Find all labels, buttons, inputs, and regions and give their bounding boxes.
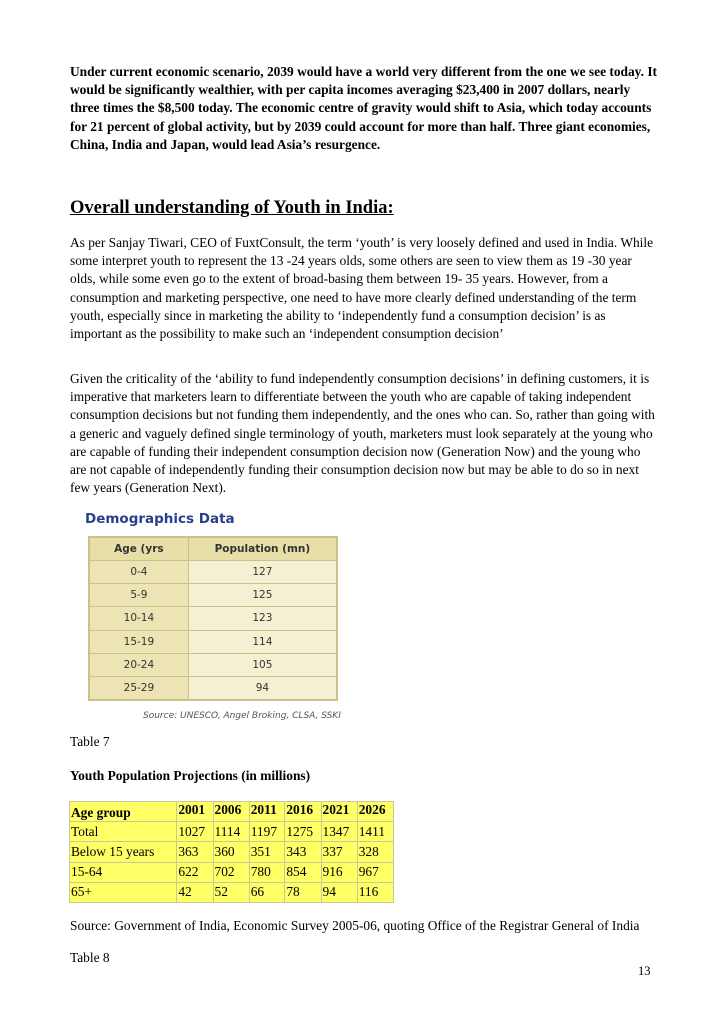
value-cell: 967 — [357, 862, 393, 882]
demographics-header-population: Population (mn) — [188, 538, 336, 561]
value-cell: 94 — [321, 882, 357, 902]
table7-caption: Table 7 — [70, 734, 110, 749]
row-label: Below 15 years — [70, 842, 177, 862]
table8-caption: Table 8 — [70, 950, 110, 965]
demographics-title: Demographics Data — [85, 511, 235, 527]
value-cell: 52 — [213, 882, 249, 902]
value-cell: 116 — [357, 882, 393, 902]
table-row — [70, 882, 394, 902]
section-heading: Overall understanding of Youth in India: — [70, 198, 394, 218]
value-cell: 916 — [321, 862, 357, 882]
value-cell: 360 — [213, 842, 249, 862]
demographics-header-row — [90, 538, 337, 561]
value-cell: 1411 — [357, 822, 393, 842]
age-group-header: Age group — [70, 802, 177, 822]
value-cell: 343 — [285, 842, 321, 862]
page-number: 13 — [638, 964, 651, 978]
value-cell: 78 — [285, 882, 321, 902]
table-row — [90, 676, 337, 699]
demographics-header-age: Age (yrs — [90, 538, 189, 561]
table-row — [90, 561, 337, 584]
projection-header-row — [70, 802, 394, 822]
year-header: 2026 — [357, 802, 393, 822]
table-row — [90, 607, 337, 630]
demographics-population-cell: 127 — [188, 561, 336, 584]
demographics-age-cell: 25-29 — [90, 676, 189, 699]
value-cell: 1347 — [321, 822, 357, 842]
year-header: 2016 — [285, 802, 321, 822]
table-row — [70, 842, 394, 862]
value-cell: 337 — [321, 842, 357, 862]
demographics-age-cell: 5-9 — [90, 584, 189, 607]
demographics-age-cell: 15-19 — [90, 630, 189, 653]
intro-paragraph: Under current economic scenario, 2039 would have a world very different from the one we see today. It would be significantly wealthier, with per capita incomes averaging $23,400 in 2007 dollars, nearly three times the $8,500 today. The economic centre of gravity would shift to Asia, which today accounts for 21 percent of global activity, but by 2039 could account for more than half. Three giant economies, China, India and Japan, would lead Asia’s resurgence. — [70, 64, 657, 152]
funding-criticality-paragraph: Given the criticality of the ‘ability to fund independently consumption decisions’ in defining customers, it is imperative that marketers learn to differentiate between the youth who are capable of taking independent consumption decisions but not funding them independently, and the ones who can. So, rather than going with a generic and vaguely defined single terminology of youth, marketers must look separately at the young who are capable of funding their independent consumption decision now (Generation Now) and the young who are not capable of independently funding their consumption decision now but may be able to do so in next few years (Generation Next). — [70, 371, 655, 496]
row-label: 65+ — [70, 882, 177, 902]
demographics-population-cell: 94 — [188, 676, 336, 699]
demographics-source: Source: UNESCO, Angel Broking, CLSA, SSKI — [143, 711, 341, 721]
demographics-population-cell: 125 — [188, 584, 336, 607]
table-row — [70, 822, 394, 842]
youth-definition-paragraph: As per Sanjay Tiwari, CEO of FuxtConsult, the term ‘youth’ is very loosely defined and used in India. While some interpret youth to represent the 13 -24 years olds, some others are seen to view them as 19 -30 year olds, while some even go to the extent of broad-basing them between 19- 35 years. However, from a consumption and marketing perspective, one need to have more clearly defined understanding of the term youth, especially since in marketing the ability to ‘independently fund a consumption decision’ is as important as the possibility to make such an ‘independent consumption decision’ — [70, 235, 654, 342]
source-text: Source: Government of India, Economic Survey 2005-06, quoting Office of the Registrar General of India — [70, 918, 640, 933]
demographics-age-cell: 0-4 — [90, 561, 189, 584]
value-cell: 1114 — [213, 822, 249, 842]
row-label: 15-64 — [70, 862, 177, 882]
row-label: Total — [70, 822, 177, 842]
value-cell: 780 — [249, 862, 285, 882]
table-row — [90, 584, 337, 607]
value-cell: 66 — [249, 882, 285, 902]
demographics-table — [88, 536, 338, 701]
value-cell: 1197 — [249, 822, 285, 842]
demographics-population-cell: 114 — [188, 630, 336, 653]
value-cell: 1027 — [177, 822, 213, 842]
demographics-age-cell: 10-14 — [90, 607, 189, 630]
table-row — [90, 653, 337, 676]
value-cell: 351 — [249, 842, 285, 862]
demographics-population-cell: 105 — [188, 653, 336, 676]
year-header: 2001 — [177, 802, 213, 822]
value-cell: 363 — [177, 842, 213, 862]
value-cell: 328 — [357, 842, 393, 862]
demographics-age-cell: 20-24 — [90, 653, 189, 676]
projection-title: Youth Population Projections (in millions) — [70, 768, 311, 783]
value-cell: 702 — [213, 862, 249, 882]
year-header: 2021 — [321, 802, 357, 822]
projection-table — [69, 801, 394, 903]
value-cell: 622 — [177, 862, 213, 882]
year-header: 2011 — [249, 802, 285, 822]
value-cell: 1275 — [285, 822, 321, 842]
table-row — [90, 630, 337, 653]
year-header: 2006 — [213, 802, 249, 822]
value-cell: 42 — [177, 882, 213, 902]
demographics-population-cell: 123 — [188, 607, 336, 630]
table-row — [70, 862, 394, 882]
value-cell: 854 — [285, 862, 321, 882]
